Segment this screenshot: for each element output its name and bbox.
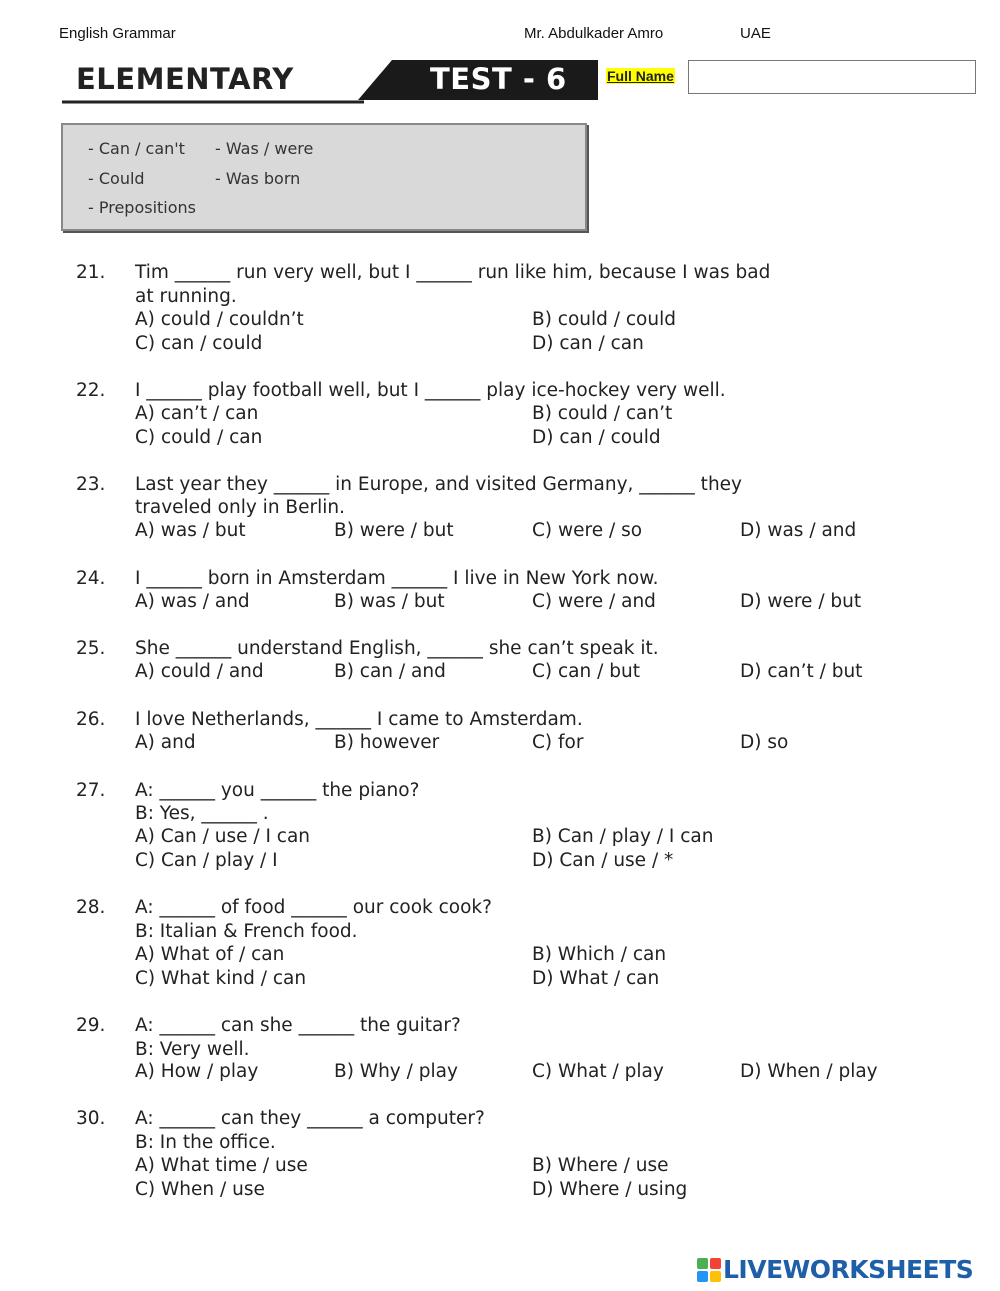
liveworksheets-logo-icon	[697, 1258, 721, 1282]
answer-option[interactable]: B) however	[334, 732, 440, 753]
answer-option[interactable]: A) How / play	[135, 1061, 259, 1082]
question-text: B: Yes, ______ .	[135, 803, 269, 824]
answer-option[interactable]: B) can / and	[334, 661, 446, 682]
answer-option[interactable]: D) Where / using	[532, 1179, 688, 1200]
answer-option[interactable]: C) What / play	[532, 1061, 664, 1082]
answer-option[interactable]: C) were / so	[532, 520, 643, 541]
question-number: 25.	[76, 638, 106, 659]
topic-item: - Can / can't	[88, 139, 185, 158]
title-test-number: TEST - 6	[430, 62, 567, 96]
question-text: traveled only in Berlin.	[135, 497, 345, 518]
answer-option[interactable]: C) can / could	[135, 333, 263, 354]
answer-option[interactable]: D) What / can	[532, 968, 660, 989]
topic-item: - Prepositions	[88, 198, 197, 217]
question-number: 26.	[76, 709, 106, 730]
answer-option[interactable]: D) was / and	[740, 520, 857, 541]
answer-option[interactable]: A) Can / use / I can	[135, 826, 311, 847]
answer-option[interactable]: B) Which / can	[532, 944, 667, 965]
answer-option[interactable]: B) could / could	[532, 309, 676, 330]
question-text: She ______ understand English, ______ she can’t speak it.	[135, 638, 659, 659]
question-number: 23.	[76, 474, 106, 495]
answer-option[interactable]: A) and	[135, 732, 196, 753]
question-text: at running.	[135, 286, 237, 307]
answer-option[interactable]: A) What of / can	[135, 944, 285, 965]
answer-option[interactable]: A) can’t / can	[135, 403, 259, 424]
answer-option[interactable]: D) so	[740, 732, 789, 753]
full-name-label: Full Name	[607, 68, 674, 84]
answer-option[interactable]: B) Can / play / I can	[532, 826, 714, 847]
header-country: UAE	[740, 25, 771, 42]
answer-option[interactable]: A) could / couldn’t	[135, 309, 304, 330]
answer-option[interactable]: B) could / can’t	[532, 403, 673, 424]
answer-option[interactable]: C) could / can	[135, 427, 263, 448]
title-banner	[62, 58, 598, 104]
answer-option[interactable]: C) Can / play / I	[135, 850, 278, 871]
answer-option[interactable]: D) can / can	[532, 333, 644, 354]
topic-item: - Was born	[215, 169, 301, 188]
question-text: Last year they ______ in Europe, and visited Germany, ______ they	[135, 474, 742, 495]
answer-option[interactable]: A) was / but	[135, 520, 246, 541]
answer-option[interactable]: D) can’t / but	[740, 661, 863, 682]
answer-option[interactable]: A) was / and	[135, 591, 250, 612]
question-text: Tim ______ run very well, but I ______ run like him, because I was bad	[135, 262, 771, 283]
question-text: A: ______ of food ______ our cook cook?	[135, 897, 492, 918]
answer-option[interactable]: C) for	[532, 732, 584, 753]
question-text: A: ______ you ______ the piano?	[135, 780, 420, 801]
answer-option[interactable]: C) can / but	[532, 661, 640, 682]
title-elementary: ELEMENTARY	[76, 62, 294, 96]
answer-option[interactable]: A) What time / use	[135, 1155, 308, 1176]
question-text: I ______ born in Amsterdam ______ I live in New York now.	[135, 568, 659, 589]
question-text: B: Very well.	[135, 1039, 250, 1060]
header-subject: English Grammar	[59, 25, 176, 42]
answer-option[interactable]: C) were / and	[532, 591, 656, 612]
question-number: 28.	[76, 897, 106, 918]
answer-option[interactable]: C) What kind / can	[135, 968, 307, 989]
question-number: 24.	[76, 568, 106, 589]
answer-option[interactable]: D) can / could	[532, 427, 661, 448]
topic-item: - Was / were	[215, 139, 314, 158]
answer-option[interactable]: B) Where / use	[532, 1155, 669, 1176]
question-text: A: ______ can she ______ the guitar?	[135, 1015, 461, 1036]
answer-option[interactable]: B) were / but	[334, 520, 454, 541]
answer-option[interactable]: B) Why / play	[334, 1061, 458, 1082]
question-number: 21.	[76, 262, 106, 283]
question-number: 30.	[76, 1108, 106, 1129]
topic-item: - Could	[88, 169, 145, 188]
question-text: B: Italian & French food.	[135, 921, 358, 942]
answer-option[interactable]: A) could / and	[135, 661, 264, 682]
question-text: I ______ play football well, but I ______ play ice-hockey very well.	[135, 380, 726, 401]
answer-option[interactable]: D) When / play	[740, 1061, 878, 1082]
topics-box	[61, 123, 587, 231]
question-number: 29.	[76, 1015, 106, 1036]
question-number: 22.	[76, 380, 106, 401]
question-text: A: ______ can they ______ a computer?	[135, 1108, 485, 1129]
answer-option[interactable]: B) was / but	[334, 591, 445, 612]
full-name-input[interactable]	[688, 60, 976, 94]
liveworksheets-logo-text: LIVEWORKSHEETS	[723, 1255, 974, 1284]
question-number: 27.	[76, 780, 106, 801]
header-teacher: Mr. Abdulkader Amro	[524, 25, 664, 42]
answer-option[interactable]: C) When / use	[135, 1179, 265, 1200]
answer-option[interactable]: D) were / but	[740, 591, 862, 612]
question-text: I love Netherlands, ______ I came to Amsterdam.	[135, 709, 583, 730]
question-text: B: In the office.	[135, 1132, 276, 1153]
answer-option[interactable]: D) Can / use / *	[532, 850, 674, 871]
